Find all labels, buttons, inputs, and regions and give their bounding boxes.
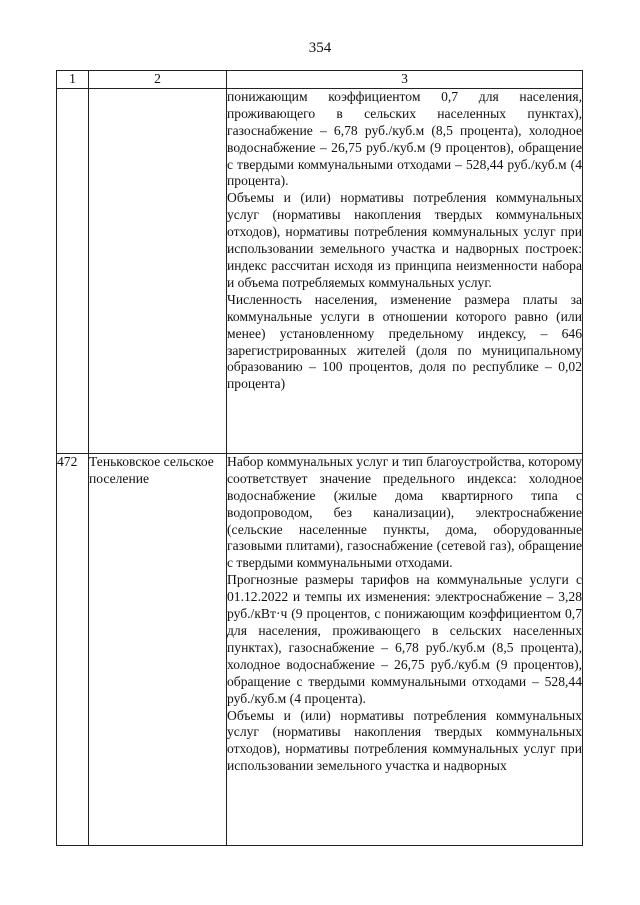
row-number-cell: 472 [57,453,89,845]
paragraph-population: Численность населения, изменение размера платы за коммунальные услуги в отношении которого равно (или менее) установленному предельному индексу, – 646 зарегистрированных жителей (доля по муниципальному образованию – 100 процентов, доля по республике – 0,02 процента) [227,291,582,392]
description-cell [227,453,583,845]
table-row [57,88,583,453]
tariff-table [56,70,583,846]
paragraph-consumption-norms: Объемы и (или) нормативы потребления коммунальных услуг (нормативы накопления твердых коммунальных отходов), нормативы потребления коммунальных услуг при использовании земельного участка и надворных [227,707,582,774]
page-number: 354 [308,40,332,56]
column-header-number: 1 [57,71,89,89]
municipality-name-cell [89,88,227,453]
row-number-cell [57,88,89,453]
table-row [57,453,583,845]
column-header-name: 2 [89,71,227,89]
table-header-row [57,71,583,89]
paragraph-tariff-forecast: Прогнозные размеры тарифов на коммунальные услуги с 01.12.2022 и темпы их изменения: электроснабжение – 3,28 руб./кВт·ч (9 процентов, с понижающим коэффициентом 0,7 для населения, проживающего в сельских населенных пунктах), газоснабжение – 6,78 руб./куб.м (8,5 процента), холодное водоснабжение – 26,75 руб./куб.м (9 процентов), обращение с твердыми коммунальными отходами – 528,44 руб./куб.м (4 процента). [227,572,582,706]
paragraph-consumption-norms: Объемы и (или) нормативы потребления коммунальных услуг (нормативы накопления твердых коммунальных отходов), нормативы потребления коммунальных услуг при использовании земельного участка и надворных построек: индекс рассчитан исходя из принципа неизменности набора и объема потребляемых коммунальных услуг. [227,190,582,290]
paragraph-service-set: Набор коммунальных услуг и тип благоустройства, которому соответствует значение предельного индекса: холодное водоснабжение (жилые дома квартирного типа с водопроводом, без канализации), электроснабжение (сельские населенные пункты, дома, оборудованные газовыми плитами), газоснабжение (сетевой газ), обращение с твердыми коммунальными отходами. [227,453,582,571]
paragraph-tariff-rates-continued: понижающим коэффициентом 0,7 для населения, проживающего в сельских населенных пунктах), газоснабжение – 6,78 руб./куб.м (8,5 процента), холодное водоснабжение – 26,75 руб./куб.м (9 процентов), обращение с твердыми коммунальными отходами – 528,44 руб./куб.м (4 процента). [227,88,582,189]
column-header-description: 3 [227,71,583,89]
municipality-name-cell: Теньковское сельское поселение [89,453,227,845]
description-cell [227,88,583,453]
